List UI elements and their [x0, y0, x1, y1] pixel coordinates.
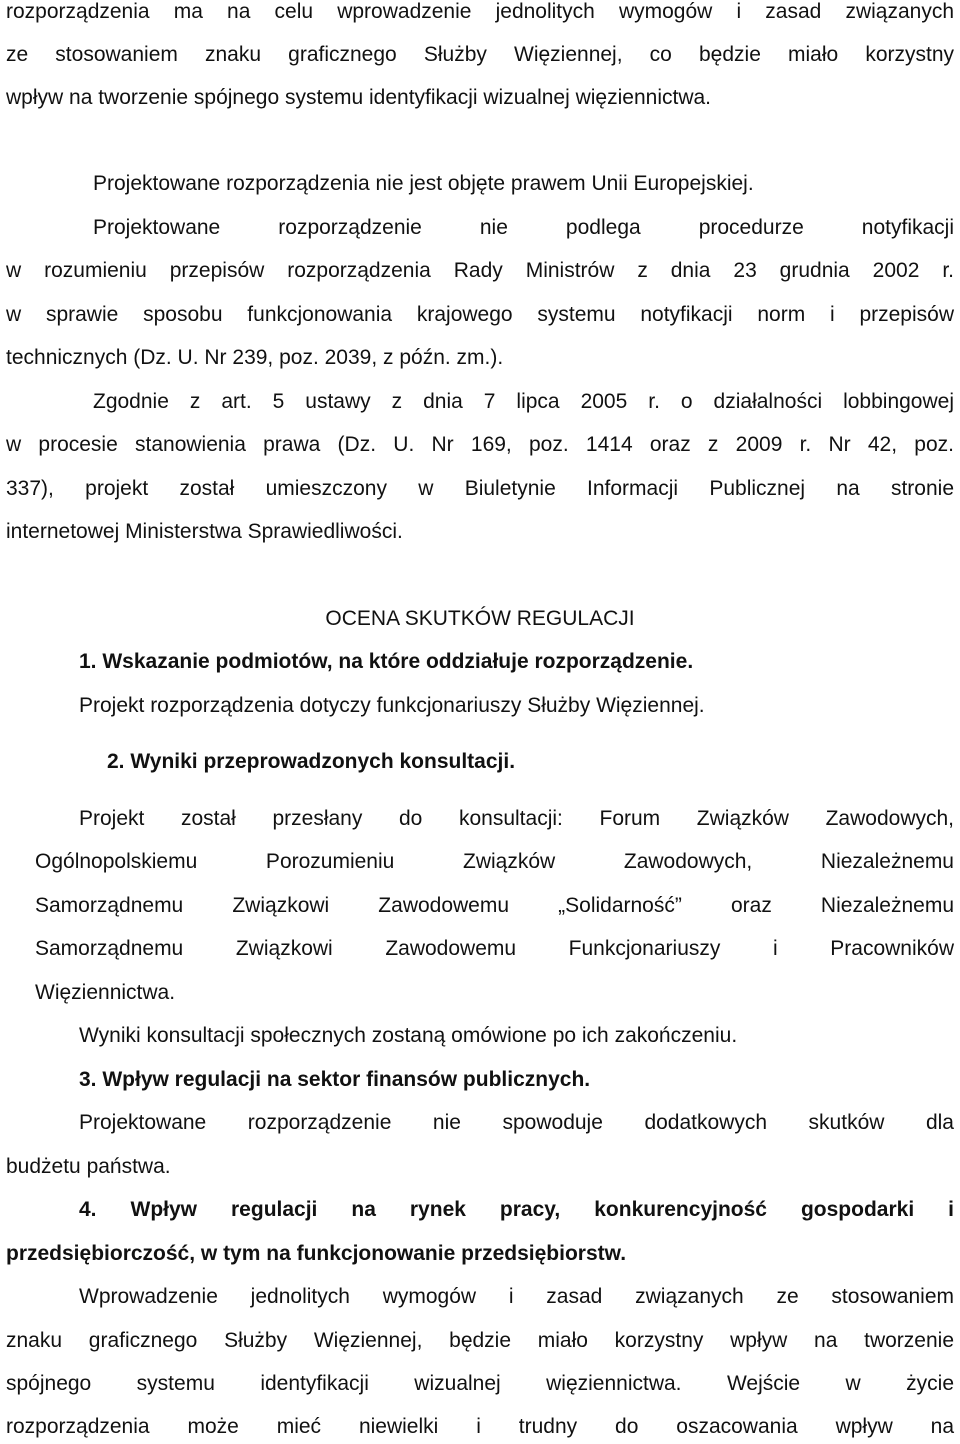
text-line: spójnego systemu identyfikacji wizualnej więziennictwa. Wejście w życie [6, 1372, 954, 1395]
text-line: Wprowadzenie jednolitych wymogów i zasad związanych ze stosowaniem [79, 1285, 954, 1308]
heading-line: przedsiębiorczość, w tym na funkcjonowanie przedsiębiorstw. [6, 1242, 627, 1265]
text-line: Zgodnie z art. 5 ustawy z dnia 7 lipca 2005 r. o działalności lobbingowej [93, 390, 954, 413]
eu-law-paragraph: Projektowane rozporządzenia nie jest objęte prawem Unii Europejskiej. [93, 172, 754, 195]
text-line: budżetu państwa. [6, 1155, 171, 1178]
text-line: Więziennictwa. [35, 981, 176, 1004]
text-line: 337), projekt został umieszczony w Biuletynie Informacji Publicznej na stronie [6, 477, 954, 500]
text-line: rozporządzenia może mieć niewielki i trudny do oszacowania wpływ na [6, 1415, 954, 1438]
text-line: Projekt został przesłany do konsultacji: Forum Związków Zawodowych, [79, 807, 954, 830]
text-line: ze stosowaniem znaku graficznego Służby Więziennej, co będzie miało korzystny [6, 43, 954, 66]
heading-line: 4. Wpływ regulacji na rynek pracy, konkurencyjność gospodarki i [79, 1198, 954, 1221]
section-heading: 3. Wpływ regulacji na sektor finansów publicznych. [79, 1068, 591, 1091]
section-title: OCENA SKUTKÓW REGULACJI [325, 607, 635, 630]
text-line: technicznych (Dz. U. Nr 239, poz. 2039, z późn. zm.). [6, 346, 504, 369]
text-line: Ogólnopolskiemu Porozumieniu Związków Zawodowych, Niezależnemu [35, 850, 954, 873]
text-line: Samorządnemu Związkowi Zawodowemu Funkcjonariuszy i Pracowników [35, 937, 954, 960]
text-line: rozporządzenia ma na celu wprowadzenie jednolitych wymogów i zasad związanych [6, 0, 954, 23]
text-line: w rozumieniu przepisów rozporządzenia Rady Ministrów z dnia 23 grudnia 2002 r. [6, 259, 954, 282]
text-line: Samorządnemu Związkowi Zawodowemu „Solidarność” oraz Niezależnemu [35, 894, 954, 917]
text-line: w sprawie sposobu funkcjonowania krajowego systemu notyfikacji norm i przepisów [6, 303, 954, 326]
section-heading: 1. Wskazanie podmiotów, na które oddziałuje rozporządzenie. [79, 650, 694, 673]
section-heading: 2. Wyniki przeprowadzonych konsultacji. [107, 750, 516, 773]
text-line: internetowej Ministerstwa Sprawiedliwości. [6, 520, 403, 543]
text-line: Projektowane rozporządzenie nie podlega procedurze notyfikacji [93, 216, 954, 239]
text-line: znaku graficznego Służby Więziennej, będzie miało korzystny wpływ na tworzenie [6, 1329, 954, 1352]
section-text: Wyniki konsultacji społecznych zostaną omówione po ich zakończeniu. [79, 1024, 738, 1047]
text-line: Projektowane rozporządzenie nie spowoduje dodatkowych skutków dla [79, 1111, 954, 1134]
text-line: w procesie stanowienia prawa (Dz. U. Nr 169, poz. 1414 oraz z 2009 r. Nr 42, poz. [6, 433, 954, 456]
text-line: wpływ na tworzenie spójnego systemu identyfikacji wizualnej więziennictwa. [6, 86, 711, 109]
section-text: Projekt rozporządzenia dotyczy funkcjonariuszy Służby Więziennej. [79, 694, 705, 717]
